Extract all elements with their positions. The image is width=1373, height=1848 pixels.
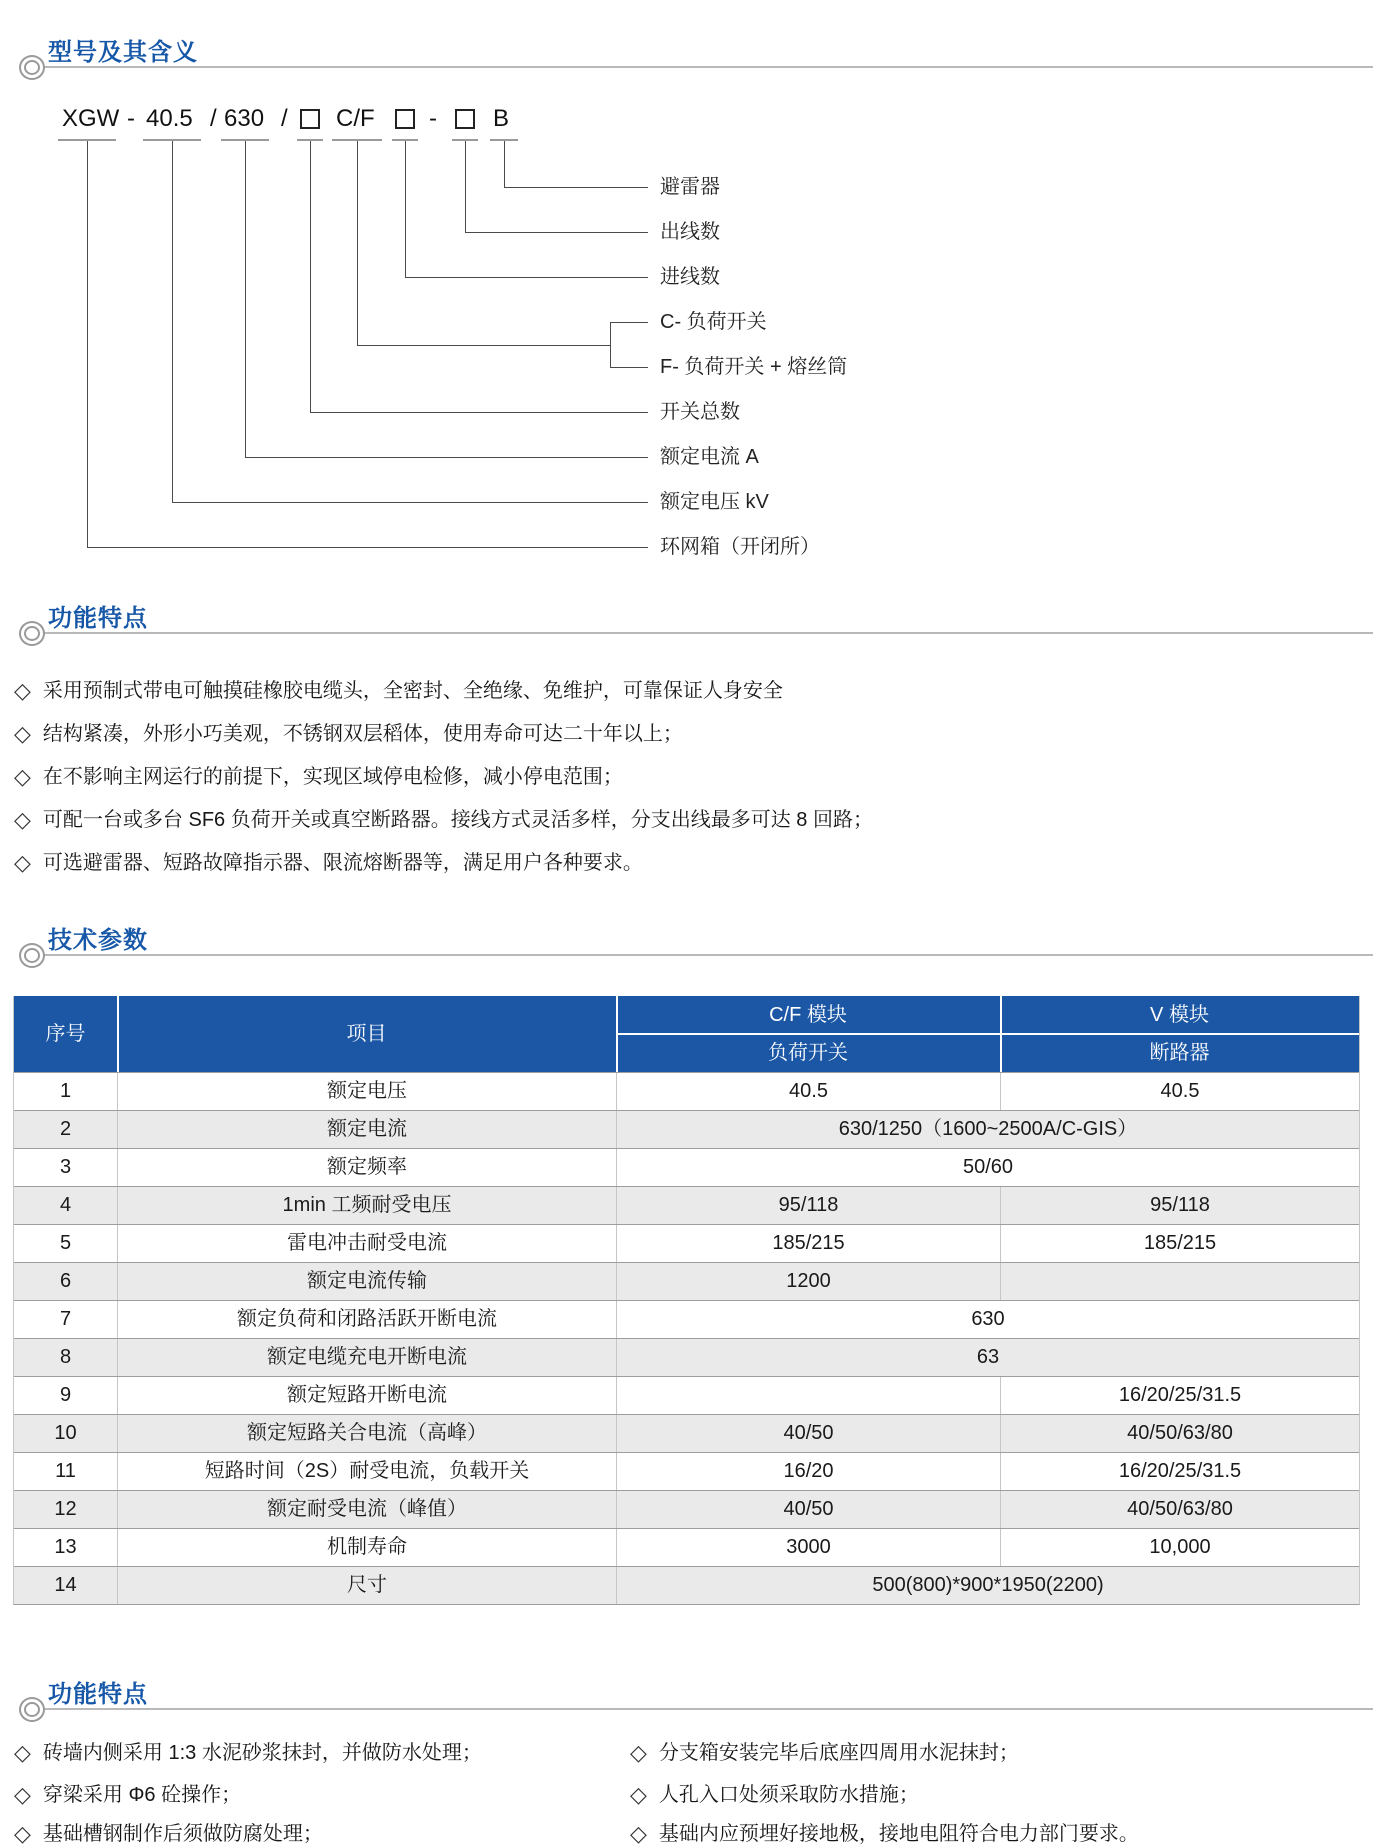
cell-merged: 63 <box>616 1339 1359 1376</box>
feature-item <box>14 848 643 876</box>
diamond-bullet-icon: ◇ <box>630 1740 647 1765</box>
section-title: 技术参数 <box>48 927 148 954</box>
cell-no: 5 <box>59 1232 72 1254</box>
model-token: - <box>429 105 437 132</box>
diagram-label: F- 负荷开关 + 熔丝筒 <box>660 356 848 378</box>
cell-merged: 50/60 <box>616 1149 1359 1186</box>
table-row <box>14 1566 1359 1604</box>
cell-merged: 630/1250（1600~2500A/C-GIS） <box>616 1111 1359 1148</box>
diamond-bullet-icon: ◇ <box>14 850 31 875</box>
model-token: B <box>493 105 510 132</box>
cell-v: 10,000 <box>1000 1529 1359 1566</box>
cell-item: 尺寸 <box>117 1567 616 1604</box>
model-token: / <box>281 105 288 132</box>
cell-v: 40/50/63/80 <box>1000 1415 1359 1452</box>
cell-no: 1 <box>59 1080 72 1102</box>
cell-no: 9 <box>59 1384 72 1406</box>
table-row <box>14 1224 1359 1262</box>
connector-line <box>87 547 648 548</box>
cell-no: 8 <box>59 1346 72 1368</box>
connector-line <box>310 141 311 412</box>
cell-item: 机制寿命 <box>117 1529 616 1566</box>
cell-cf: 40.5 <box>616 1073 1000 1110</box>
cell-v: 40/50/63/80 <box>1000 1491 1359 1528</box>
model-token-box <box>455 109 475 129</box>
feature-item <box>630 1780 919 1808</box>
model-meaning-diagram <box>0 0 1373 580</box>
cell-cf: 1200 <box>616 1263 1000 1300</box>
cell-no: 6 <box>59 1270 72 1292</box>
table-row <box>14 1300 1359 1338</box>
cell-merged: 500(800)*900*1950(2200) <box>616 1567 1359 1604</box>
table-row <box>14 1414 1359 1452</box>
cell-cf: 3000 <box>616 1529 1000 1566</box>
section-title: 功能特点 <box>48 605 148 632</box>
feature-text: 可配一台或多台 SF6 负荷开关或真空断路器。接线方式灵活多样，分支出线最多可达 8 回路； <box>42 809 873 831</box>
diamond-bullet-icon: ◇ <box>14 764 31 789</box>
cell-no: 7 <box>59 1308 72 1330</box>
section-header-specs <box>0 920 1373 980</box>
cell-cf <box>616 1377 1000 1414</box>
section-divider-line <box>44 954 1373 956</box>
table-row <box>14 1528 1359 1566</box>
header-col-no: 序号 <box>45 1023 86 1045</box>
header-divider <box>616 1033 1359 1035</box>
diamond-bullet-icon: ◇ <box>14 678 31 703</box>
model-token: / <box>210 105 217 132</box>
diamond-bullet-icon: ◇ <box>14 1740 31 1765</box>
header-divider <box>117 996 119 1072</box>
cell-cf: 95/118 <box>616 1187 1000 1224</box>
diamond-bullet-icon: ◇ <box>630 1782 647 1807</box>
spec-table <box>13 996 1360 1605</box>
diagram-label: 避雷器 <box>660 176 720 198</box>
cell-merged: 630 <box>616 1301 1359 1338</box>
diamond-bullet-icon: ◇ <box>14 721 31 746</box>
model-token-box <box>395 109 415 129</box>
diagram-label: 进线数 <box>660 266 720 288</box>
cell-v <box>1000 1263 1359 1300</box>
cell-item: 额定电流 <box>117 1111 616 1148</box>
cell-v: 16/20/25/31.5 <box>1000 1453 1359 1490</box>
section-header-features-bottom <box>0 1674 1373 1734</box>
diamond-bullet-icon: ◇ <box>14 1782 31 1807</box>
feature-text: 可选避雷器、短路故障指示器、限流熔断器等，满足用户各种要求。 <box>42 852 643 874</box>
table-row <box>14 1262 1359 1300</box>
model-token: 630 <box>224 105 265 132</box>
feature-text: 人孔入口处须采取防水措施； <box>658 1784 919 1806</box>
feature-item <box>14 805 873 833</box>
cell-no: 2 <box>59 1118 72 1140</box>
connector-line <box>610 367 648 368</box>
cell-no: 12 <box>54 1498 77 1520</box>
cell-item: 额定电压 <box>117 1073 616 1110</box>
cell-v: 185/215 <box>1000 1225 1359 1262</box>
feature-item <box>14 1819 323 1847</box>
feature-text: 基础槽钢制作后须做防腐处理； <box>42 1823 323 1845</box>
cell-no: 13 <box>54 1536 77 1558</box>
connector-line <box>610 322 611 367</box>
cell-item: 额定短路关合电流（高峰） <box>117 1415 616 1452</box>
cell-item: 额定短路开断电流 <box>117 1377 616 1414</box>
connector-line <box>357 141 358 345</box>
cell-v: 16/20/25/31.5 <box>1000 1377 1359 1414</box>
header-sub-v: 断路器 <box>1149 1042 1210 1064</box>
header-col-item: 项目 <box>346 1023 387 1045</box>
cell-item: 额定频率 <box>117 1149 616 1186</box>
cell-item: 额定负荷和闭路活跃开断电流 <box>117 1301 616 1338</box>
feature-text: 采用预制式带电可触摸硅橡胶电缆头，全密封、全绝缘、免维护，可靠保证人身安全 <box>42 680 783 702</box>
feature-text: 在不影响主网运行的前提下，实现区域停电检修，减小停电范围； <box>42 766 623 788</box>
feature-item <box>14 676 783 704</box>
feature-item <box>14 719 683 747</box>
table-row <box>14 1338 1359 1376</box>
feature-text: 穿梁采用 Φ6 砼操作； <box>42 1784 242 1806</box>
diagram-label: 开关总数 <box>660 401 740 423</box>
diagram-label: 出线数 <box>660 221 720 243</box>
section-divider-line <box>44 1708 1373 1710</box>
model-token: XGW <box>62 105 120 132</box>
cell-cf: 16/20 <box>616 1453 1000 1490</box>
table-row <box>14 1452 1359 1490</box>
connector-line <box>172 502 648 503</box>
feature-item <box>14 1738 482 1766</box>
model-token: C/F <box>336 105 375 132</box>
diamond-bullet-icon: ◇ <box>14 807 31 832</box>
ring-icon <box>19 621 45 646</box>
cell-item: 雷电冲击耐受电流 <box>117 1225 616 1262</box>
feature-text: 分支箱安装完毕后底座四周用水泥抹封； <box>658 1742 1019 1764</box>
cell-v: 95/118 <box>1000 1187 1359 1224</box>
diagram-label: 额定电流 A <box>660 446 759 468</box>
section-title: 功能特点 <box>48 1681 148 1708</box>
table-row <box>14 1186 1359 1224</box>
feature-item <box>630 1819 1139 1847</box>
feature-text: 基础内应预埋好接地极，接地电阻符合电力部门要求。 <box>658 1823 1139 1845</box>
table-row <box>14 1376 1359 1414</box>
cell-v: 40.5 <box>1000 1073 1359 1110</box>
diagram-label: C- 负荷开关 <box>660 311 767 333</box>
connector-line <box>245 141 246 457</box>
connector-line <box>87 141 88 547</box>
connector-line <box>504 187 648 188</box>
header-sub-cf: 负荷开关 <box>768 1042 848 1064</box>
model-token-box <box>300 109 320 129</box>
ring-icon <box>19 943 45 968</box>
table-row <box>14 1490 1359 1528</box>
section-header-features-top <box>0 598 1373 658</box>
header-group-cf: C/F 模块 <box>769 1004 847 1026</box>
table-row <box>14 1148 1359 1186</box>
table-row <box>14 1072 1359 1110</box>
cell-no: 4 <box>59 1194 72 1216</box>
cell-no: 3 <box>59 1156 72 1178</box>
cell-cf: 40/50 <box>616 1491 1000 1528</box>
feature-item <box>630 1738 1019 1766</box>
connector-line <box>504 141 505 187</box>
feature-item <box>14 762 623 790</box>
diagram-label: 额定电压 kV <box>660 491 769 513</box>
diagram-label: 环网箱（开闭所） <box>660 536 820 558</box>
connector-line <box>357 345 610 346</box>
connector-line <box>172 141 173 502</box>
diamond-bullet-icon: ◇ <box>630 1821 647 1846</box>
cell-item: 1min 工频耐受电压 <box>117 1187 616 1224</box>
cell-cf: 185/215 <box>616 1225 1000 1262</box>
feature-item <box>14 1780 241 1808</box>
feature-text: 结构紧凑，外形小巧美观，不锈钢双层稻体，使用寿命可达二十年以上； <box>42 723 683 745</box>
model-token: - <box>127 105 135 132</box>
connector-line <box>465 141 466 232</box>
cell-cf: 40/50 <box>616 1415 1000 1452</box>
connector-line <box>465 232 648 233</box>
cell-no: 14 <box>54 1574 77 1596</box>
table-header <box>14 996 1359 1072</box>
connector-line <box>405 277 648 278</box>
section-divider-line <box>44 632 1373 634</box>
cell-item: 额定电缆充电开断电流 <box>117 1339 616 1376</box>
ring-icon <box>19 1697 45 1722</box>
diamond-bullet-icon: ◇ <box>14 1821 31 1846</box>
section-title: 型号及其含义 <box>48 39 198 66</box>
model-token: 40.5 <box>146 105 193 132</box>
cell-item: 短路时间（2S）耐受电流，负载开关 <box>117 1453 616 1490</box>
cell-item: 额定耐受电流（峰值） <box>117 1491 616 1528</box>
feature-text: 砖墙内侧采用 1:3 水泥砂浆抹封，并做防水处理； <box>42 1742 482 1764</box>
cell-no: 11 <box>55 1460 76 1482</box>
header-group-v: V 模块 <box>1150 1004 1209 1026</box>
connector-line <box>405 141 406 277</box>
cell-item: 额定电流传输 <box>117 1263 616 1300</box>
connector-line <box>310 412 648 413</box>
table-row <box>14 1110 1359 1148</box>
connector-line <box>245 457 648 458</box>
connector-line <box>610 322 648 323</box>
cell-no: 10 <box>54 1422 77 1444</box>
